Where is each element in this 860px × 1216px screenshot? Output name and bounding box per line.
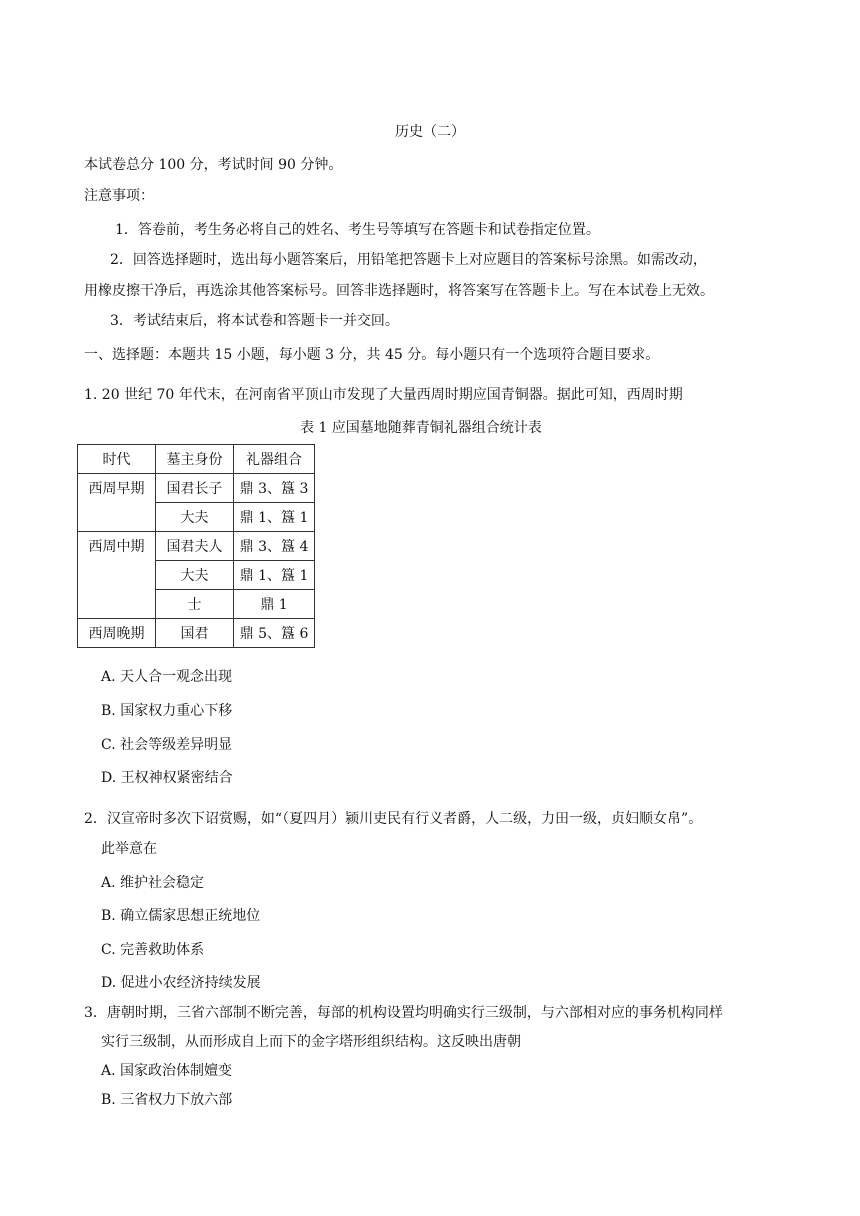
bronze-ware-table	[77, 444, 315, 648]
table-cell-identity: 大夫	[156, 561, 234, 590]
table-cell-era: 西周早期	[78, 474, 156, 532]
notes-heading: 注意事项：	[84, 188, 154, 204]
q1-option-d: D. 王权神权紧密结合	[101, 770, 233, 786]
page-title: 历史（二）	[395, 124, 465, 140]
q3-stem-cont: 实行三级制，从而形成自上而下的金字塔形组织结构。这反映出唐朝	[101, 1034, 521, 1050]
table-cell-identity: 大夫	[156, 503, 234, 532]
note-item-2-cont: 用橡皮擦干净后，再选涂其他答案标号。回答非选择题时，将答案写在答题卡上。写在本试卷上无效。	[84, 283, 714, 299]
q1-option-c: C. 社会等级差异明显	[101, 737, 233, 753]
table-cell-identity: 国君夫人	[156, 532, 234, 561]
table-header-row	[78, 445, 315, 474]
table-row	[78, 532, 315, 561]
q1-stem: 1. 20 世纪 70 年代末，在河南省平顶山市发现了大量西周时期应国青铜器。据此可知，西周时期	[84, 387, 683, 403]
table-cell-era: 西周晚期	[78, 619, 156, 648]
table-cell-identity: 国君长子	[156, 474, 234, 503]
header-cell-combination: 礼器组合	[234, 445, 315, 474]
table-row	[78, 619, 315, 648]
table-cell-combination: 鼎 3、簋 3	[234, 474, 315, 503]
q2-option-d: D. 促进小农经济持续发展	[101, 975, 261, 991]
exam-intro: 本试卷总分 100 分，考试时间 90 分钟。	[84, 157, 343, 173]
q2-stem-cont: 此举意在	[101, 841, 157, 857]
table-cell-identity: 士	[156, 590, 234, 619]
note-item-1: 1．答卷前，考生务必将自己的姓名、考生号等填写在答题卡和试卷指定位置。	[115, 222, 600, 238]
header-cell-identity: 墓主身份	[156, 445, 234, 474]
q3-option-a: A. 国家政治体制嬗变	[101, 1063, 233, 1079]
table-cell-combination: 鼎 1、簋 1	[234, 503, 315, 532]
table-cell-combination: 鼎 3、簋 4	[234, 532, 315, 561]
table-cell-combination: 鼎 1、簋 1	[234, 561, 315, 590]
table-row	[78, 474, 315, 503]
note-item-2: 2．回答选择题时，选出每小题答案后，用铅笔把答题卡上对应题目的答案标号涂黑。如需改动，	[110, 252, 707, 268]
section-heading: 一、选择题：本题共 15 小题，每小题 3 分，共 45 分。每小题只有一个选项符合题目要求。	[84, 347, 660, 363]
header-cell-era: 时代	[78, 445, 156, 474]
q1-option-b: B. 国家权力重心下移	[101, 703, 233, 719]
q3-stem: 3．唐朝时期，三省六部制不断完善，每部的机构设置均明确实行三级制，与六部相对应的事务机构同样	[84, 1005, 723, 1021]
q3-option-b: B. 三省权力下放六部	[101, 1092, 233, 1108]
q2-option-a: A. 维护社会稳定	[101, 875, 205, 891]
table-cell-era: 西周中期	[78, 532, 156, 619]
table-cell-combination: 鼎 1	[234, 590, 315, 619]
q1-option-a: A. 天人合一观念出现	[101, 669, 233, 685]
q2-option-b: B. 确立儒家思想正统地位	[101, 908, 261, 924]
table-cell-identity: 国君	[156, 619, 234, 648]
q2-option-c: C. 完善救助体系	[101, 942, 205, 958]
table-caption: 表 1 应国墓地随葬青铜礼器组合统计表	[300, 420, 542, 436]
table-cell-combination: 鼎 5、簋 6	[234, 619, 315, 648]
note-item-3: 3．考试结束后，将本试卷和答题卡一并交回。	[110, 313, 399, 329]
q2-stem: 2．汉宣帝时多次下诏赏赐，如“（夏四月）颍川吏民有行义者爵，人二级，力田一级，贞妇顺女帛”。	[84, 811, 703, 827]
